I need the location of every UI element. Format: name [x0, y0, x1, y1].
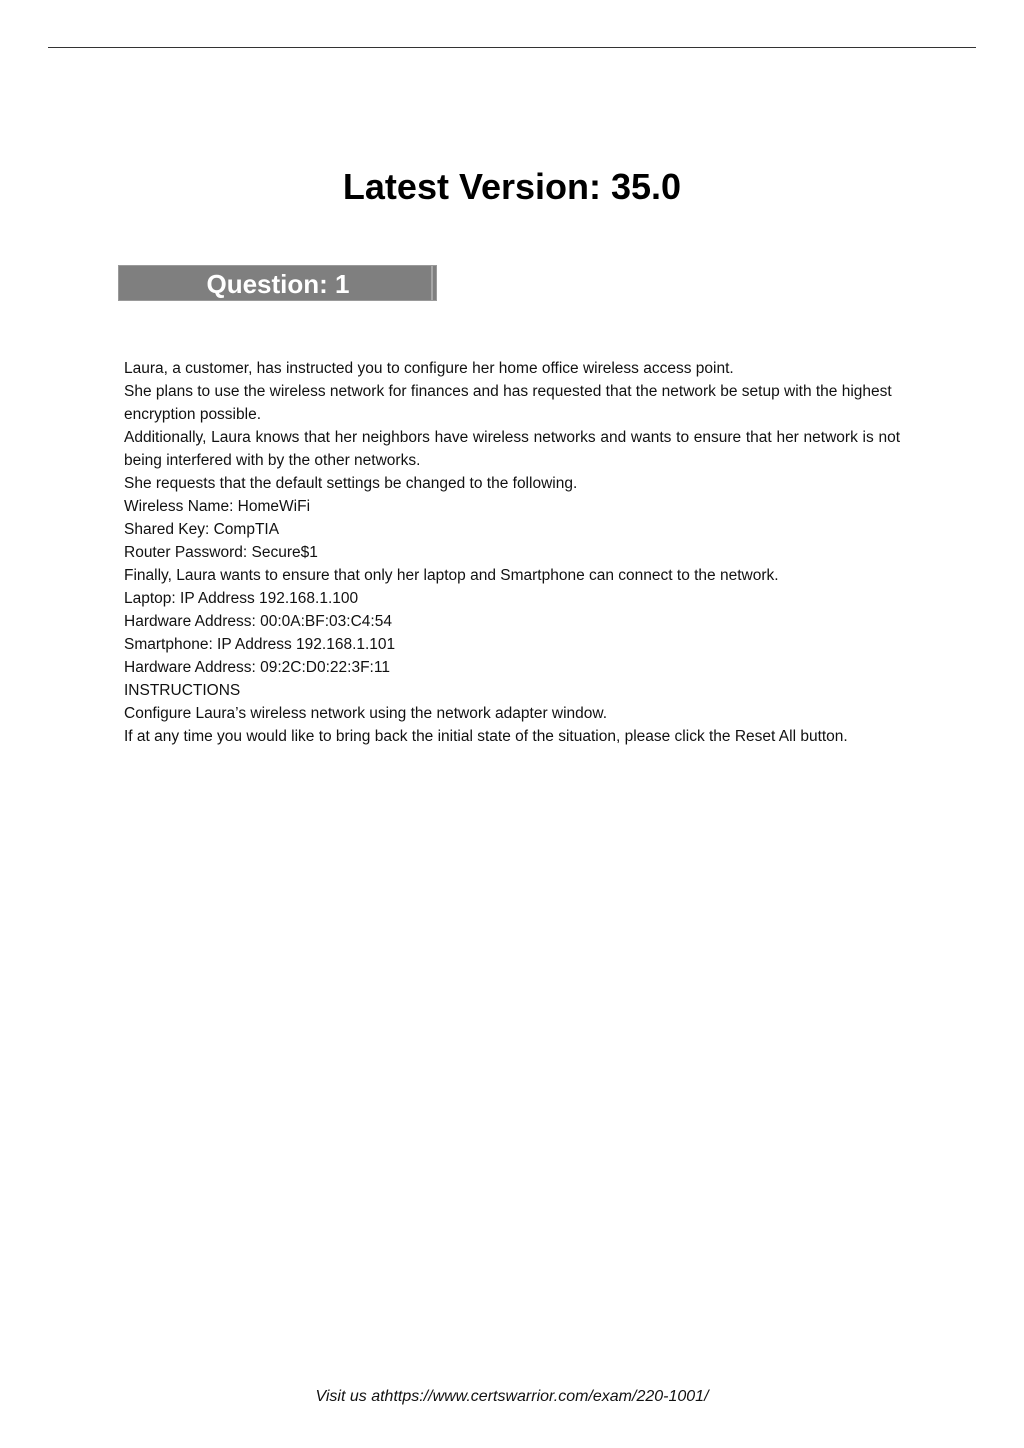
body-line: Smartphone: IP Address 192.168.1.101: [124, 636, 396, 653]
body-line: If at any time you would like to bring back the initial state of the situation, please click the Reset All button.: [124, 728, 848, 745]
body-line: INSTRUCTIONS: [124, 682, 241, 699]
question-body: [124, 357, 900, 748]
body-line: Hardware Address: 09:2C:D0:22:3F:11: [124, 659, 390, 676]
body-line: Laptop: IP Address 192.168.1.100: [124, 590, 359, 607]
body-line: Wireless Name: HomeWiFi: [124, 498, 311, 515]
question-label: Question: 1: [206, 269, 350, 299]
body-line: She requests that the default settings be changed to the following.: [124, 475, 578, 492]
body-line: Laura, a customer, has instructed you to configure her home office wireless access point.: [124, 360, 734, 377]
body-line: Configure Laura’s wireless network using the network adapter window.: [124, 705, 608, 722]
body-line: Additionally, Laura knows that her neighbors have wireless networks and wants to ensure that her network is not being interfered with by the other networks.: [124, 429, 900, 469]
page-title: Latest Version: 35.0: [342, 166, 682, 207]
body-line: Finally, Laura wants to ensure that only her laptop and Smartphone can connect to the network.: [124, 567, 779, 584]
body-line: Shared Key: CompTIA: [124, 521, 280, 538]
body-line: Router Password: Secure$1: [124, 544, 318, 561]
body-line: Hardware Address: 00:0A:BF:03:C4:54: [124, 613, 392, 630]
footer-link-text[interactable]: Visit us athttps://www.certswarrior.com/exam/220-1001/: [315, 1388, 709, 1405]
question-header: [118, 265, 437, 301]
top-divider: [48, 47, 976, 48]
body-line: She plans to use the wireless network for finances and has requested that the network be setup with the highest encryption possible.: [124, 383, 892, 423]
